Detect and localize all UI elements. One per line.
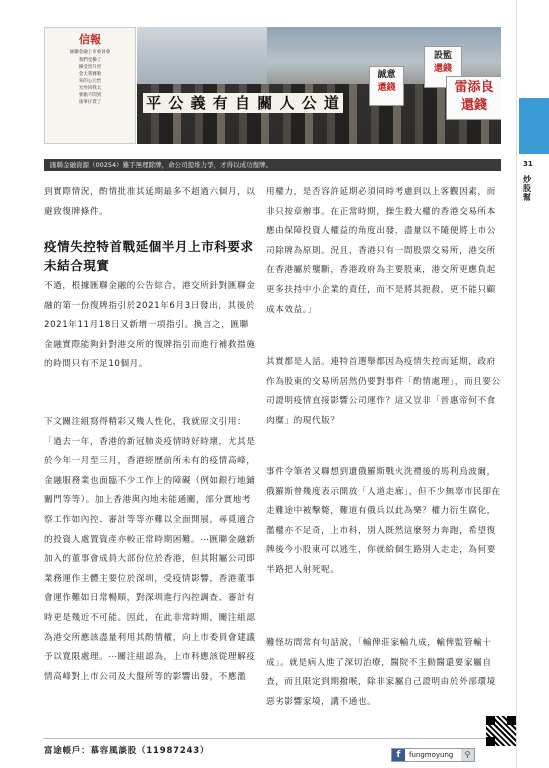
protest-sign: 誠意 還錢 xyxy=(370,67,403,105)
facebook-icon: f xyxy=(392,749,405,761)
paragraph: 難怪坊間常有句話說，「輸俾莊家輸九成，輸俾監管輸十成」。就是病人進了深切治療，醫院不主動醫還要家屬自查，而且限定到期撥喉，除非家屬自己證明由於外部環境惡劣影響家境，講不通也。 xyxy=(266,638,496,707)
paragraph: 到實際情況，酌情批准其延期最多不超過六個月，以避致復牌條件。 xyxy=(44,187,256,217)
paragraph: 用權力，是否容許延期必須同時考慮到以上客觀因素，而非只按章辦事。在正常時期，操生殺大權的香港交易所本應由保障投資人權益的角度出發，盡量以不隨便將上市公司除牌為原則。況且，香港只有一間股票交易所，港交所在香港屬於壟斷，香港政府為主要股東，港交所更應負起更多扶持中小企業的責任，而不是將其扼殺，更不能只顧成本效益。」 xyxy=(266,187,496,315)
article-column-2-p2 xyxy=(266,353,502,431)
section-heading: 疫情失控特首戰延個半月上市科要求未結合現實 xyxy=(44,239,254,273)
paragraph: 下文關注組寫得精彩又幾人性化，我就原文引用：「過去一年，香港的新冠肺炎疫情時好時壞，尤其是於今年一月至三月，香港經歷前所未有的疫情高峰，金融服務業也面臨不少工作上的障礙（例如銀行地鋪關門等等）。加上香港與內地未能通關，部分實地考察工作如內控、審計等等亦難以全面開展，尋覓適合的投資人處置資產亦較正常時期困難。⋯匯聯金融新加入的董事會成員大部份位於香港，但其附屬公司即業務運作主體主要位於深圳，受疫情影響，香港董事會運作難如日常暢順，對深圳進行內控調查、審計有時更是幾近不可能。因此，在此非常時期，關注組認為港交所應該盡量利用其酌情權，向上市委員會建議予以寬限處理。⋯關注組認為，上市科應該從理解疫情高峰對上市公司及大盤所等的影響出發，不應濫 xyxy=(44,417,256,682)
article-column-1-body xyxy=(44,277,258,375)
facebook-handle: fungmoyung xyxy=(409,751,454,759)
search-icon: ⚲ xyxy=(461,749,474,761)
protest-banner: 平 公 義 有 自 關 人 公 道 xyxy=(143,93,343,113)
newspaper-logo: 信報 xyxy=(79,33,101,46)
article-column-2-p1 xyxy=(266,183,502,320)
newspaper-clipping-image xyxy=(44,27,136,144)
clipping-line: 我們受操了 xyxy=(78,58,102,63)
photo-caption: 匯聯金融資源（00254）難手無理除牌，命公司提堆力爭，才得以成功復牌。 xyxy=(44,159,501,171)
paragraph: 其實都是人話。連特首選舉都因為疫情失控而延期，政府作為股東的交易所居然仍要對事件「酌情處理」，而且要公司證明疫情直接影響公司運作？這又豈非「晉惠帝何不食肉糜」的現代版？ xyxy=(266,357,501,426)
protest-sign: 雷添良 還錢 xyxy=(447,77,501,119)
section-label: 炒股幫 xyxy=(523,175,531,202)
clipping-line: 要賴不問到 xyxy=(78,93,102,98)
section-tab xyxy=(519,98,549,154)
clipping-line: 光叁同我太 xyxy=(78,86,102,91)
protest-sign: 設監 還錢 xyxy=(425,47,461,87)
paragraph: 不過，根據匯聯金融的公告綜合，港交所針對匯聯金融的第一份復牌指引於2021年6月3日發出，其後於2021年11月18日又新增一項指引。換言之，匯聯金融實際能夠針對港交所的復牌指引而進行補救措施的時間只有不足10個月。 xyxy=(44,281,256,370)
facebook-page-box[interactable] xyxy=(391,748,475,762)
clipping-line: 金太我賽歌 xyxy=(78,72,102,77)
clipping-line: 康事仔賈了 xyxy=(78,100,102,105)
clipping-body xyxy=(45,57,135,106)
page-number: 31 xyxy=(523,160,533,168)
protest-photo xyxy=(137,27,501,144)
qr-code-icon[interactable] xyxy=(486,716,516,746)
article-column-2-p4 xyxy=(266,634,502,712)
article-column-2-p3 xyxy=(266,463,502,581)
futu-account-label: 富途帳戶：慕容風談股（11987243） xyxy=(44,746,210,756)
article-column-1-intro xyxy=(44,183,258,222)
clipping-line: 來的公元怡 xyxy=(78,79,102,84)
clipping-line: 操受害升害 xyxy=(78,65,102,70)
page-margin-rule xyxy=(516,0,517,768)
footer-divider xyxy=(44,738,502,739)
clipping-headline: 匯聯金融上市委員會 xyxy=(69,50,111,55)
article-column-1-quote xyxy=(44,413,258,687)
paragraph: 事件令筆者又聯想到遺俄羅斯戰火洗禮後的馬利烏波爾，俄羅斯曾幾度表示開放「人道走廊」，但不少無辜市民卻在走難途中被擊斃，難道有俄兵以此為樂？權力衍生腐化，濫權亦不足奇，上市科，別人既然這麼努力奔跑，希望復牌後今小股東可以逃生，你就給個生路別人走走，為何要半路把人射死呢。 xyxy=(266,467,501,575)
